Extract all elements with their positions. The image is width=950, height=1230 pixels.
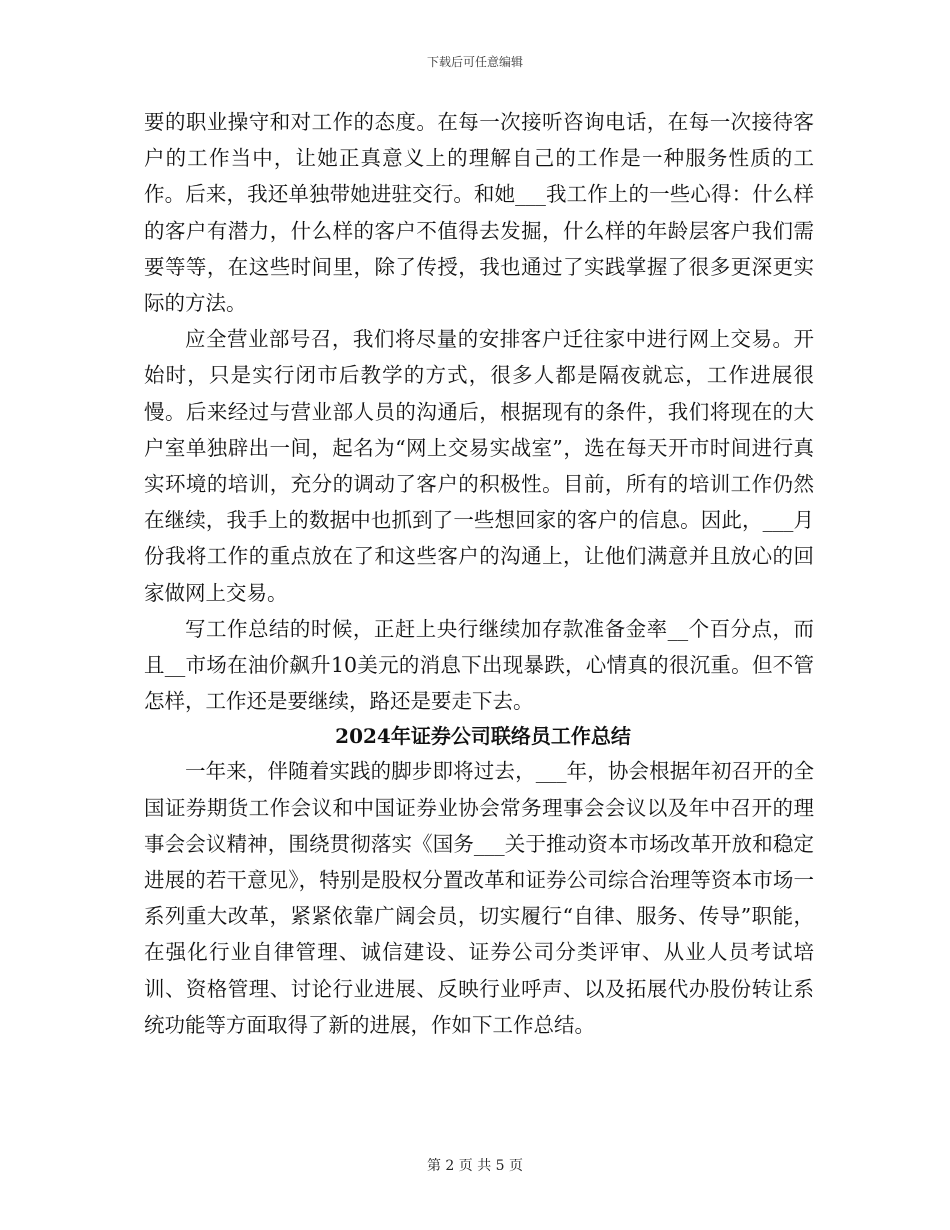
paragraph-online-trading: 应全营业部号召，我们将尽量的安排客户迁往家中进行网上交易。开始时，只是实行闭市后教学的方式，很多人都是隔夜就忘，工作进展很慢。后来经过与营业部人员的沟通后，根据现有的条件，我们将现在的大户室单独辟出一间，起名为“网上交易实战室”，选在每天开市时间进行真实环境的培训，充分的调动了客户的积极性。目前，所有的培训工作仍然在继续，我手上的数据中也抓到了一些想回家的客户的信息。因此，___月份我将工作的重点放在了和这些客户的沟通上，让他们满意并且放心的回家做网上交易。 [144, 327, 814, 605]
paragraph-closing-remarks: 写工作总结的时候，正赶上央行继续加存款准备金率__个百分点，而且__市场在油价飙升10美元的消息下出现暴跌，心情真的很沉重。但不管怎样，工作还是要继续，路还是要走下去。 [144, 616, 814, 714]
page-header-note: 下载后可任意编辑 [426, 55, 523, 69]
document-body [144, 104, 814, 1043]
paragraph-section-intro: 一年来，伴随着实践的脚步即将过去，___年，协会根据年初召开的全国证券期货工作会议和中国证券业协会常务理事会会议以及年中召开的理事会会议精神，围绕贯彻落实《国务___关于推动资本市场改革开放和稳定进展的若干意见》，特别是股权分置改革和证券公司综合治理等资本市场一系列重大改革，紧紧依靠广阔会员，切实履行“自律、服务、传导”职能，在强化行业自律管理、诚信建设、证券公司分类评审、从业人员考试培训、资格管理、讨论行业进展、反映行业呼声、以及拓展代办股份转让系统功能等方面取得了新的进展，作如下工作总结。 [144, 759, 814, 1037]
section-title: 2024年证券公司联络员工作总结 [335, 724, 631, 749]
page-number: 第 2 页 共 5 页 [426, 1158, 524, 1174]
paragraph-continuation: 要的职业操守和对工作的态度。在每一次接听咨询电话，在每一次接待客户的工作当中，让她正真意义上的理解自己的工作是一种服务性质的工作。后来，我还单独带她进驻交行。和她___我工作上的一些心得：什么样的客户有潜力，什么样的客户不值得去发掘，什么样的年龄层客户我们需要等等，在这些时间里，除了传授，我也通过了实践掌握了很多更深更实际的方法。 [144, 110, 814, 316]
